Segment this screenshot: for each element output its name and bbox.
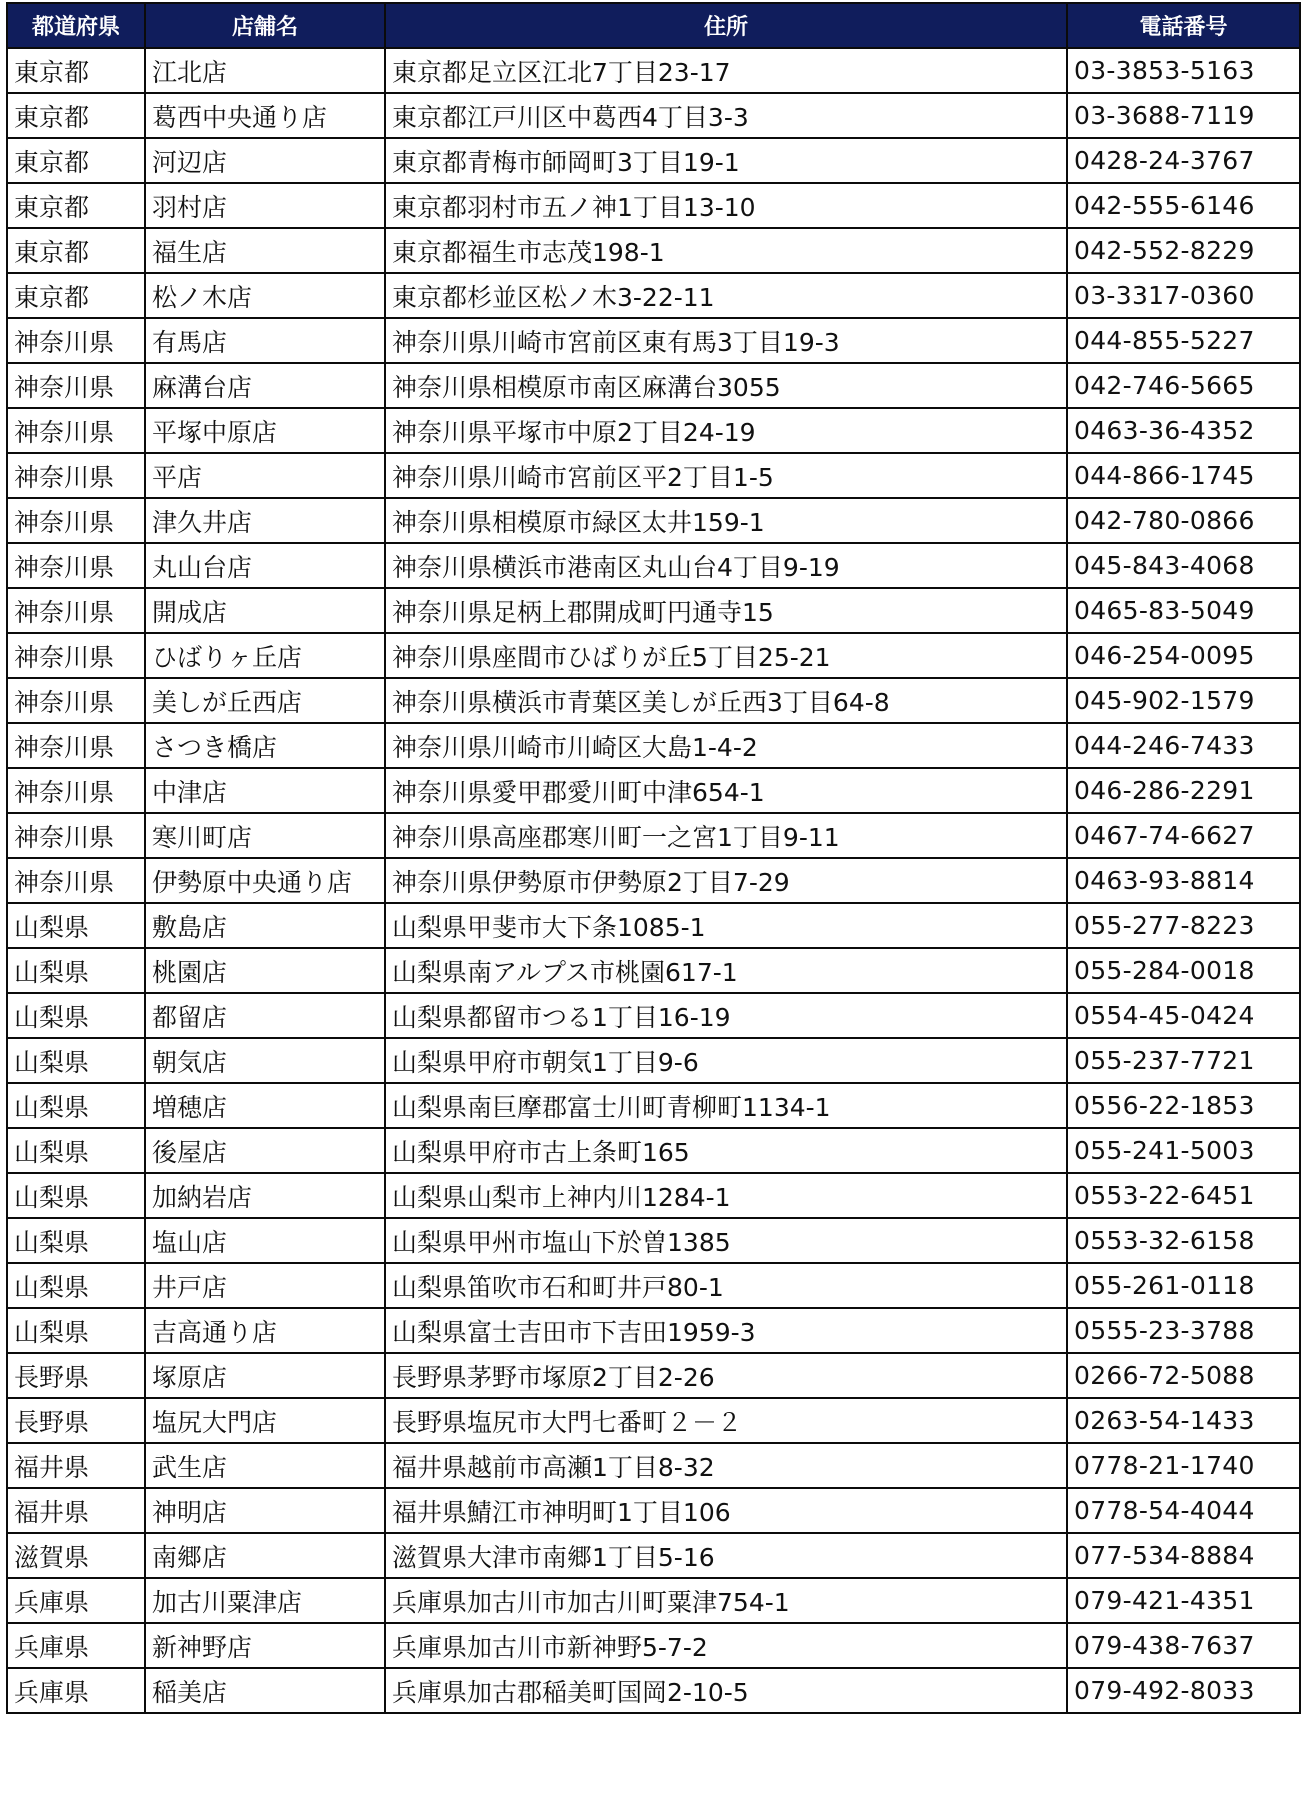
- cell-store-name: さつき橋店: [145, 723, 385, 768]
- cell-address: 神奈川県横浜市港南区丸山台4丁目9-19: [385, 543, 1067, 588]
- table-row: [7, 723, 1300, 768]
- cell-address: 福井県鯖江市神明町1丁目106: [385, 1488, 1067, 1533]
- cell-address: 東京都福生市志茂198-1: [385, 228, 1067, 273]
- table-row: [7, 768, 1300, 813]
- cell-address: 神奈川県川崎市川崎区大島1-4-2: [385, 723, 1067, 768]
- cell-prefecture: 神奈川県: [7, 813, 145, 858]
- table-row: [7, 858, 1300, 903]
- cell-phone: 055-284-0018: [1067, 948, 1300, 993]
- table-row: [7, 408, 1300, 453]
- cell-prefecture: 兵庫県: [7, 1578, 145, 1623]
- cell-store-name: 美しが丘西店: [145, 678, 385, 723]
- header-phone: 電話番号: [1067, 3, 1300, 48]
- cell-address: 神奈川県相模原市緑区太井159-1: [385, 498, 1067, 543]
- cell-prefecture: 神奈川県: [7, 678, 145, 723]
- table-row: [7, 813, 1300, 858]
- cell-store-name: 井戸店: [145, 1263, 385, 1308]
- table-row: [7, 543, 1300, 588]
- cell-phone: 044-866-1745: [1067, 453, 1300, 498]
- cell-store-name: 南郷店: [145, 1533, 385, 1578]
- cell-store-name: 福生店: [145, 228, 385, 273]
- cell-address: 神奈川県川崎市宮前区東有馬3丁目19-3: [385, 318, 1067, 363]
- table-row: [7, 1443, 1300, 1488]
- cell-store-name: 羽村店: [145, 183, 385, 228]
- cell-address: 山梨県山梨市上神内川1284-1: [385, 1173, 1067, 1218]
- table-row: [7, 1578, 1300, 1623]
- cell-address: 山梨県甲府市古上条町165: [385, 1128, 1067, 1173]
- cell-address: 東京都羽村市五ノ神1丁目13-10: [385, 183, 1067, 228]
- cell-address: 山梨県富士吉田市下吉田1959-3: [385, 1308, 1067, 1353]
- cell-phone: 079-492-8033: [1067, 1668, 1300, 1713]
- cell-prefecture: 神奈川県: [7, 543, 145, 588]
- cell-prefecture: 山梨県: [7, 1128, 145, 1173]
- cell-prefecture: 神奈川県: [7, 408, 145, 453]
- table-row: [7, 948, 1300, 993]
- cell-store-name: 新神野店: [145, 1623, 385, 1668]
- table-row: [7, 1668, 1300, 1713]
- cell-address: 山梨県南アルプス市桃園617-1: [385, 948, 1067, 993]
- cell-phone: 0556-22-1853: [1067, 1083, 1300, 1128]
- table-row: [7, 48, 1300, 93]
- cell-phone: 03-3853-5163: [1067, 48, 1300, 93]
- table-row: [7, 93, 1300, 138]
- cell-prefecture: 滋賀県: [7, 1533, 145, 1578]
- cell-phone: 0266-72-5088: [1067, 1353, 1300, 1398]
- cell-address: 山梨県甲府市朝気1丁目9-6: [385, 1038, 1067, 1083]
- cell-prefecture: 山梨県: [7, 903, 145, 948]
- cell-store-name: 河辺店: [145, 138, 385, 183]
- cell-address: 山梨県甲州市塩山下於曽1385: [385, 1218, 1067, 1263]
- cell-prefecture: 山梨県: [7, 1218, 145, 1263]
- cell-store-name: 吉高通り店: [145, 1308, 385, 1353]
- cell-address: 福井県越前市高瀬1丁目8-32: [385, 1443, 1067, 1488]
- cell-prefecture: 長野県: [7, 1353, 145, 1398]
- cell-phone: 0467-74-6627: [1067, 813, 1300, 858]
- cell-address: 長野県茅野市塚原2丁目2-26: [385, 1353, 1067, 1398]
- cell-store-name: 塩山店: [145, 1218, 385, 1263]
- table-row: [7, 1173, 1300, 1218]
- table-row: [7, 993, 1300, 1038]
- table-header: [7, 3, 1300, 48]
- table-row: [7, 1398, 1300, 1443]
- table-row: [7, 183, 1300, 228]
- cell-phone: 0778-21-1740: [1067, 1443, 1300, 1488]
- cell-prefecture: 神奈川県: [7, 498, 145, 543]
- cell-address: 東京都江戸川区中葛西4丁目3-3: [385, 93, 1067, 138]
- cell-phone: 0778-54-4044: [1067, 1488, 1300, 1533]
- header-address: 住所: [385, 3, 1067, 48]
- cell-address: 神奈川県伊勢原市伊勢原2丁目7-29: [385, 858, 1067, 903]
- cell-store-name: 都留店: [145, 993, 385, 1038]
- cell-prefecture: 山梨県: [7, 1083, 145, 1128]
- cell-prefecture: 東京都: [7, 48, 145, 93]
- cell-prefecture: 山梨県: [7, 1173, 145, 1218]
- cell-phone: 055-277-8223: [1067, 903, 1300, 948]
- cell-prefecture: 神奈川県: [7, 768, 145, 813]
- cell-phone: 0555-23-3788: [1067, 1308, 1300, 1353]
- cell-store-name: 桃園店: [145, 948, 385, 993]
- cell-prefecture: 山梨県: [7, 1038, 145, 1083]
- cell-store-name: 塩尻大門店: [145, 1398, 385, 1443]
- cell-address: 東京都青梅市師岡町3丁目19-1: [385, 138, 1067, 183]
- cell-address: 山梨県都留市つる1丁目16-19: [385, 993, 1067, 1038]
- header-row: [7, 3, 1300, 48]
- cell-address: 山梨県甲斐市大下条1085-1: [385, 903, 1067, 948]
- table-row: [7, 1533, 1300, 1578]
- table-row: [7, 228, 1300, 273]
- cell-phone: 045-843-4068: [1067, 543, 1300, 588]
- cell-phone: 042-746-5665: [1067, 363, 1300, 408]
- cell-phone: 0553-22-6451: [1067, 1173, 1300, 1218]
- table-row: [7, 498, 1300, 543]
- cell-store-name: 稲美店: [145, 1668, 385, 1713]
- cell-store-name: 平店: [145, 453, 385, 498]
- table-row: [7, 633, 1300, 678]
- table-row: [7, 273, 1300, 318]
- cell-address: 滋賀県大津市南郷1丁目5-16: [385, 1533, 1067, 1578]
- cell-store-name: 江北店: [145, 48, 385, 93]
- cell-address: 山梨県南巨摩郡富士川町青柳町1134-1: [385, 1083, 1067, 1128]
- cell-address: 東京都杉並区松ノ木3-22-11: [385, 273, 1067, 318]
- cell-store-name: 塚原店: [145, 1353, 385, 1398]
- cell-phone: 077-534-8884: [1067, 1533, 1300, 1578]
- cell-address: 神奈川県川崎市宮前区平2丁目1-5: [385, 453, 1067, 498]
- cell-address: 山梨県笛吹市石和町井戸80-1: [385, 1263, 1067, 1308]
- table-row: [7, 1128, 1300, 1173]
- cell-phone: 0553-32-6158: [1067, 1218, 1300, 1263]
- cell-prefecture: 山梨県: [7, 1263, 145, 1308]
- cell-phone: 0463-93-8814: [1067, 858, 1300, 903]
- cell-prefecture: 兵庫県: [7, 1623, 145, 1668]
- cell-phone: 0463-36-4352: [1067, 408, 1300, 453]
- cell-store-name: 有馬店: [145, 318, 385, 363]
- cell-store-name: ひばりヶ丘店: [145, 633, 385, 678]
- cell-phone: 03-3688-7119: [1067, 93, 1300, 138]
- store-list-table: [6, 2, 1301, 1714]
- cell-prefecture: 神奈川県: [7, 318, 145, 363]
- cell-store-name: 葛西中央通り店: [145, 93, 385, 138]
- table-row: [7, 453, 1300, 498]
- cell-prefecture: 長野県: [7, 1398, 145, 1443]
- cell-prefecture: 山梨県: [7, 948, 145, 993]
- cell-address: 神奈川県愛甲郡愛川町中津654-1: [385, 768, 1067, 813]
- cell-prefecture: 山梨県: [7, 1308, 145, 1353]
- cell-prefecture: 福井県: [7, 1443, 145, 1488]
- table-row: [7, 1263, 1300, 1308]
- cell-prefecture: 神奈川県: [7, 633, 145, 678]
- cell-phone: 046-286-2291: [1067, 768, 1300, 813]
- cell-address: 神奈川県平塚市中原2丁目24-19: [385, 408, 1067, 453]
- cell-phone: 0428-24-3767: [1067, 138, 1300, 183]
- cell-address: 神奈川県横浜市青葉区美しが丘西3丁目64-8: [385, 678, 1067, 723]
- table-row: [7, 318, 1300, 363]
- cell-phone: 046-254-0095: [1067, 633, 1300, 678]
- cell-store-name: 平塚中原店: [145, 408, 385, 453]
- cell-address: 長野県塩尻市大門七番町２－２: [385, 1398, 1067, 1443]
- cell-phone: 0465-83-5049: [1067, 588, 1300, 633]
- cell-phone: 042-555-6146: [1067, 183, 1300, 228]
- table-row: [7, 1038, 1300, 1083]
- cell-store-name: 津久井店: [145, 498, 385, 543]
- table-row: [7, 363, 1300, 408]
- cell-store-name: 松ノ木店: [145, 273, 385, 318]
- cell-prefecture: 福井県: [7, 1488, 145, 1533]
- cell-prefecture: 兵庫県: [7, 1668, 145, 1713]
- cell-address: 東京都足立区江北7丁目23-17: [385, 48, 1067, 93]
- cell-prefecture: 東京都: [7, 273, 145, 318]
- cell-address: 神奈川県高座郡寒川町一之宮1丁目9-11: [385, 813, 1067, 858]
- cell-store-name: 敷島店: [145, 903, 385, 948]
- cell-address: 神奈川県座間市ひばりが丘5丁目25-21: [385, 633, 1067, 678]
- cell-store-name: 伊勢原中央通り店: [145, 858, 385, 903]
- table-body: [7, 48, 1300, 1713]
- table-row: [7, 903, 1300, 948]
- cell-address: 兵庫県加古郡稲美町国岡2-10-5: [385, 1668, 1067, 1713]
- table-row: [7, 678, 1300, 723]
- cell-phone: 0263-54-1433: [1067, 1398, 1300, 1443]
- cell-address: 兵庫県加古川市新神野5-7-2: [385, 1623, 1067, 1668]
- cell-address: 神奈川県足柄上郡開成町円通寺15: [385, 588, 1067, 633]
- cell-phone: 0554-45-0424: [1067, 993, 1300, 1038]
- cell-phone: 055-241-5003: [1067, 1128, 1300, 1173]
- cell-phone: 044-855-5227: [1067, 318, 1300, 363]
- header-prefecture: 都道府県: [7, 3, 145, 48]
- cell-store-name: 後屋店: [145, 1128, 385, 1173]
- cell-store-name: 麻溝台店: [145, 363, 385, 408]
- cell-store-name: 丸山台店: [145, 543, 385, 588]
- cell-phone: 055-237-7721: [1067, 1038, 1300, 1083]
- cell-store-name: 開成店: [145, 588, 385, 633]
- table-row: [7, 1488, 1300, 1533]
- table-row: [7, 1083, 1300, 1128]
- cell-store-name: 増穂店: [145, 1083, 385, 1128]
- cell-phone: 045-902-1579: [1067, 678, 1300, 723]
- cell-phone: 079-421-4351: [1067, 1578, 1300, 1623]
- cell-store-name: 武生店: [145, 1443, 385, 1488]
- header-store-name: 店舗名: [145, 3, 385, 48]
- cell-phone: 079-438-7637: [1067, 1623, 1300, 1668]
- table-row: [7, 1218, 1300, 1263]
- cell-store-name: 寒川町店: [145, 813, 385, 858]
- cell-phone: 055-261-0118: [1067, 1263, 1300, 1308]
- cell-prefecture: 東京都: [7, 93, 145, 138]
- table-row: [7, 138, 1300, 183]
- cell-store-name: 加納岩店: [145, 1173, 385, 1218]
- cell-prefecture: 東京都: [7, 228, 145, 273]
- cell-phone: 03-3317-0360: [1067, 273, 1300, 318]
- cell-prefecture: 東京都: [7, 138, 145, 183]
- cell-phone: 042-552-8229: [1067, 228, 1300, 273]
- cell-prefecture: 神奈川県: [7, 723, 145, 768]
- cell-address: 神奈川県相模原市南区麻溝台3055: [385, 363, 1067, 408]
- table-row: [7, 1623, 1300, 1668]
- cell-prefecture: 神奈川県: [7, 363, 145, 408]
- cell-store-name: 加古川粟津店: [145, 1578, 385, 1623]
- table-row: [7, 1353, 1300, 1398]
- cell-phone: 044-246-7433: [1067, 723, 1300, 768]
- cell-prefecture: 東京都: [7, 183, 145, 228]
- cell-prefecture: 神奈川県: [7, 858, 145, 903]
- cell-prefecture: 神奈川県: [7, 588, 145, 633]
- cell-store-name: 神明店: [145, 1488, 385, 1533]
- cell-store-name: 朝気店: [145, 1038, 385, 1083]
- table-row: [7, 588, 1300, 633]
- cell-prefecture: 神奈川県: [7, 453, 145, 498]
- cell-prefecture: 山梨県: [7, 993, 145, 1038]
- cell-phone: 042-780-0866: [1067, 498, 1300, 543]
- cell-store-name: 中津店: [145, 768, 385, 813]
- cell-address: 兵庫県加古川市加古川町粟津754-1: [385, 1578, 1067, 1623]
- table-row: [7, 1308, 1300, 1353]
